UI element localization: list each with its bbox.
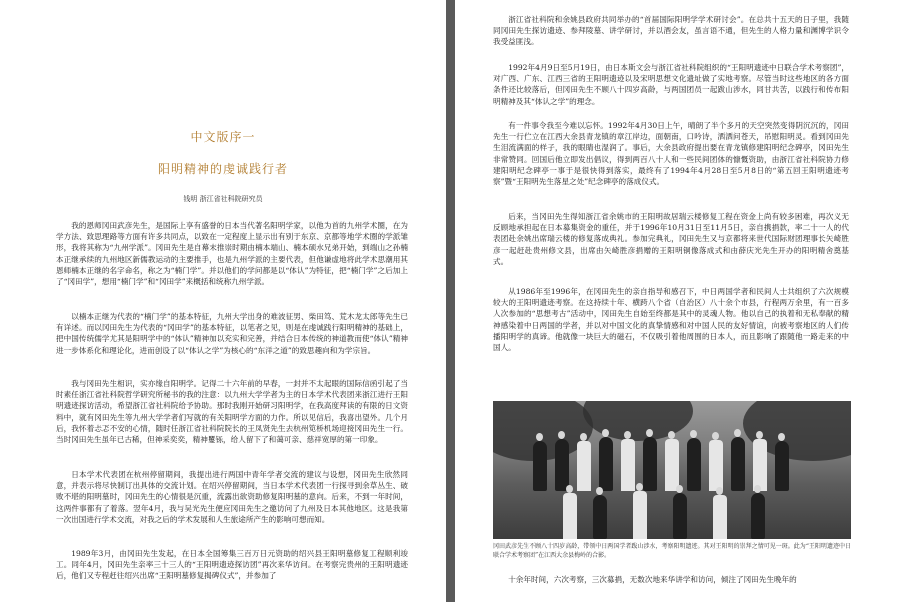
paragraph: 浙江省社科院和余姚县政府共同举办的“首届国际阳明学学术研讨会”。在总共十五天的日子里，我随同冈田先生探访遗迹、参拜陵墓、讲学研讨，并以酒会友，虽言语不通，但先生的人格力量和渊博学识令我受益匪浅。: [493, 15, 849, 47]
paragraph: 日本学术代表团在杭州停留期间，我提出进行两国中青年学者交流的建议与设想，冈田先生欣然同意，并表示将尽快制订出具体的交流计划。在绍兴停留期间，当日本学术代表团一行探寻到余草丛生、破败不堪的阳明墓时，冈田先生的心情很是沉重，流露出欲资助修复阳明墓的意向。后来，不到一年时间，这两件事都有了着落。翌年4月，我与吴光先生便应冈田先生之邀访问了九州及日本其他地区。这是我第一次出国进行学术交流，对我之后的学术发展和人生旅途所产生的影响可想而知。: [56, 470, 408, 524]
paragraph: 从1986年至1996年，在冈田先生的亲自指导和感召下，中日两国学者和民间人士共组织了六次规模较大的王阳明遗迹考察。在这持续十年、横跨八个省（自治区）八十余个市县，行程两万余里，有一百多人次参加的“思想考古”活动中，冈田先生自始至终都是其中的灵魂人物。他以自己的执着和无私奉献的精神感染着中日两国的学者，并以对中国文化的真挚情感和对中国人民的友好情谊，向被考察地区的人们传播阳明学的真谛。他就像一块巨大的磁石，不仅吸引着他周围的日本人，而且影响了跟随他一路走来的中国人。: [493, 287, 849, 353]
essay-title: 阳明精神的虔诚践行者: [157, 162, 288, 176]
paragraph: 后来，当冈田先生得知浙江省余姚市的王阳明故居瑞云楼修复工程在资金上尚有较多困难，再次义无反顾地承担起在日本募集资金的重任，并于1996年10月31日至11月5日，亲自携捐款，率二十一人的代表团赴余姚出席瑞云楼的修复落成典礼。参加完典礼，冈田先生又与京都将来世代国际财团理事长矢崎胜彦一起赶赴贵州修文县，出席由矢崎胜彦捐赠的王阳明铜像落成式和由薛庆光先生开办的阳明精舍奠基式。: [493, 212, 849, 266]
paragraph: 我的恩师冈田武彦先生，是国际上享有盛誉的日本当代著名阳明学家，以他为首的九州学术圈，在为学方法、致思理路等方面有许多共同点，以致在一定程度上显示出有别于东京、京都等地学术圈的学派雏形，我将其称为“九州学派”。冈田先生是自幕末推崇时期由楠本端山、楠本硕水兄弟开始，到端山之孙楠本正继承续的九州地区新儒教运动的主要推手，也是九州学派的主要代表，但他谦虚地将此学术思潮用其恩师楠本正继的名字命名，称之为“楠门学”。并以他们的学问都是以“体认”为特征，把“楠门学”之后加上了“冈田学”，想用“楠门学”和“冈田学”来概括和统称九州学派。: [56, 221, 408, 287]
paragraph: 有一件事令我至今难以忘怀。1992年4月30日上午，晴朗了半个多月的天空突然变得阴沉沉的，冈田先生一行伫立在江西大余县青龙镇的章江岸边，面朝南，口吟诗，洒洒问苍天，吊慰阳明灵。看到冈田先生泪流满面的样子，我的眼睛也湿润了。事后，大余县政府提出要在青龙镇修建阳明纪念碑亭，冈田先生非常赞同。回国后他立即发出倡议，得到两百八十人和一些民间团体的慷慨资助，由浙江省社科院协力修建阳明纪念碑亭一事于是很快得到落实，最终有了1994年4月28日至5月8日的“第五回王阳明遗迹考察”暨“王阳明先生落星之处”纪念碑亭的落成仪式。: [493, 121, 849, 187]
photo-caption: 冈田武彦先生不顾八十四岁高龄，带领中日两国学者跋山涉水，考察阳明遗迹。其对王阳明的崇拜之情可见一斑。此为“王阳明遗迹中日联合学术考察团”在江西大余县梅岭的合影。: [493, 543, 851, 559]
preface-title: 中文版序一: [190, 130, 256, 144]
paragraph: 1989年3月，由冈田先生发起，在日本全国筹集三百万日元资助的绍兴县王阳明墓修复工程顺利竣工。同年4月，冈田先生亲率三十三人的“王阳明遗迹探访团”再次来华访问。在考察完贵州的王阳明遗迹后，他们又专程赶往绍兴出席“王阳明墓修复揭碑仪式”，并参加了: [56, 549, 408, 581]
author-line: 钱明 浙江省社科院研究员: [183, 195, 263, 203]
right-page: [455, 0, 899, 602]
group-photo: [493, 401, 851, 539]
paragraph: 以楠本正继为代表的“楠门学”的基本特征，九州大学出身的难波征男、柴田笃、荒木龙太郎等先生已有详述。而以冈田先生为代表的“冈田学”的基本特征，以笔者之见，则是在虔诚践行阳明精神的基础上，把中国传统儒学尤其是阳明学中的“体认”精神加以充实和完善，并结合日本传统的神道教而使“体认”精神进一步体系化和理论化，进而创设了以“体认之学”为核心的“东洋之道”的致思趣向和为学宗旨。: [56, 312, 408, 355]
page-gutter: [446, 0, 455, 602]
left-page: [0, 0, 446, 602]
paragraph: 我与冈田先生相识，实亦缘自阳明学。记得二十六年前的早春，一封并不太起眼的国际信函引起了当时素任浙江省社科院哲学研究所秘书的我的注意：以九州大学学者为主的日本学术代表团来浙江进行王阳明遗迹探访活动，希望浙江省社科院给予协助。那时我刚开始研习阳明学，在我高度拜读的有限的日文资料中，就有冈田先生等九州大学学者们写就的有关阳明学方面的力作。所以见信后，我喜出望外。几个月后，我怀着忐忑不安的心情，随时任浙江省社科院院长的王凤贤先生去杭州笕桥机场迎接冈田先生一行。当时冈田先生虽年已古稀，但神采奕奕，精神矍铄，给人留下了和蔼可亲、慈祥宽厚的第一印象。: [56, 379, 408, 445]
paragraph: 1992年4月9日至5月19日，由日本斯文会与浙江省社科院组织的“王阳明遗迹中日联合学术考察团”，对广西、广东、江西三省的王阳明遗迹以及宋明思想文化遗址做了实地考察。尽管当时这些地区的各方面条件还比较落后，但冈田先生不顾八十四岁高龄，与两国团员一起跋山涉水，同甘共苦，以践行和传布阳明精神及其“体认之学”的理念。: [493, 63, 849, 106]
paragraph: 十余年时间，六次考察，三次募捐，无数次地来华讲学和访问，倾注了冈田先生晚年的: [508, 575, 797, 584]
